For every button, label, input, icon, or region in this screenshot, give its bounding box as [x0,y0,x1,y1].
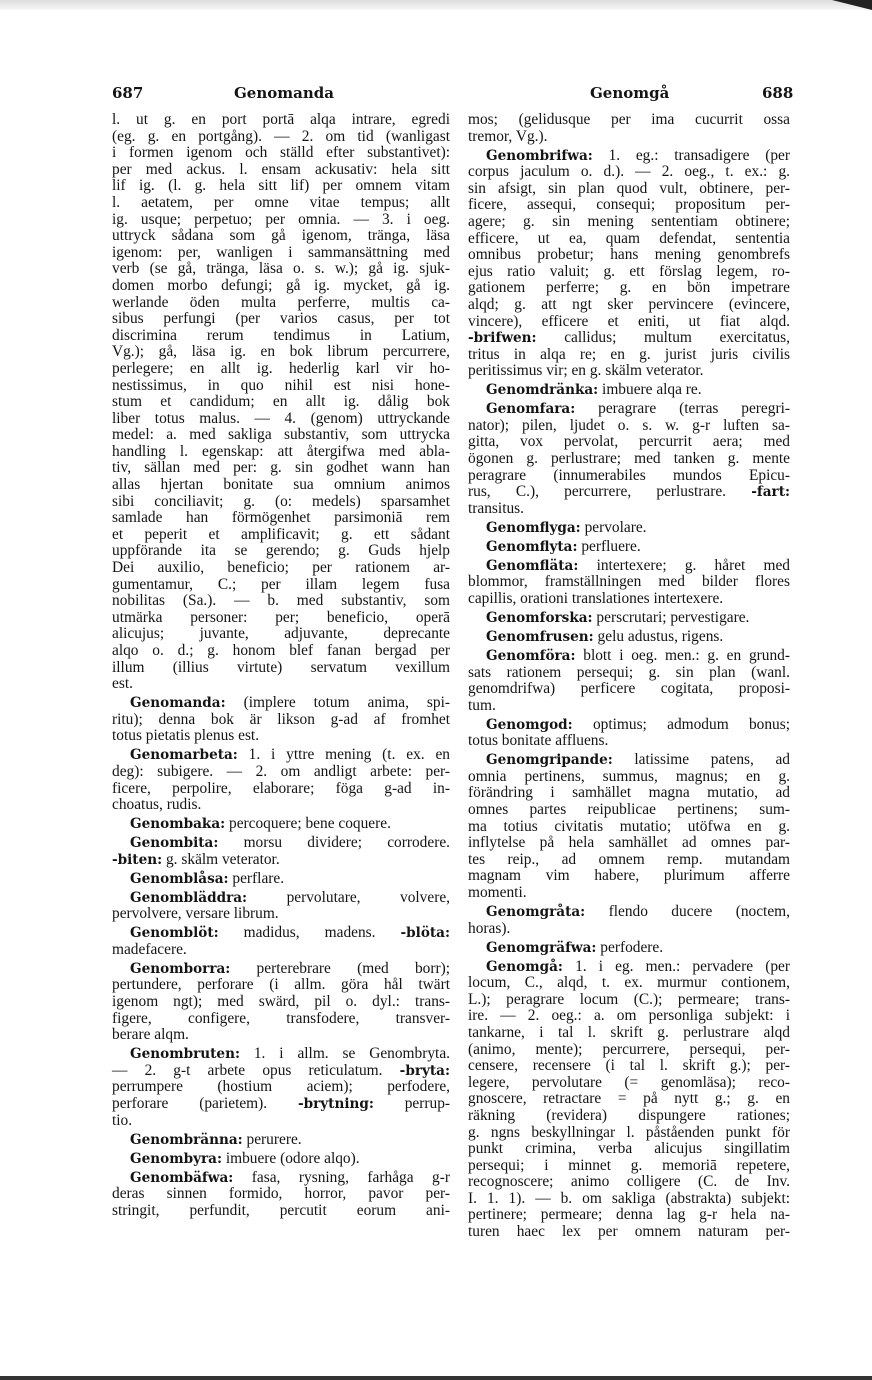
entry-headword-line: Genombläddra: pervolutare, volvere, [130,888,450,906]
text-line: nobilitas (Sa.). — b. med substantiv, som [112,592,450,610]
text-line: gitta, vox pervolat, percurrit aera; med [468,433,790,451]
entry-headword-line: Genomforska: perscrutari; pervestigare. [486,608,750,626]
text-line: gumentamur, C.; per illam legem fusa [112,575,450,593]
headword: Genombränna: [130,1131,243,1148]
entry-headword-line: Genomgripande: latissime patens, ad [486,751,790,769]
text-line: l. ut g. en port portā alqa intrare, egredi [112,111,450,128]
headword: Genomgripande: [486,752,613,769]
text-line: agere; g. sin mening sententiam obtinere; [468,212,790,230]
entry-headword-line: Genomarbeta: 1. i yttre mening (t. ex. en [130,746,450,764]
text-line: tiv, sällan med per: g. sin godhet wann han [112,459,450,477]
text-line: l. aetatem, per omne vitae tempus; allt [112,193,450,211]
headword: Genombäfwa: [130,1169,234,1186]
text-line: i formen igenom och ställd efter substantivet): [112,144,450,162]
entry-headword-line: Genomanda: (implere totum anima, spi- [130,694,450,712]
text-line: ficere, assequi, consequi; propositum per- [468,196,790,214]
text-line: pervolvere, versare librum. [112,905,279,923]
entry-headword-line: Genomgod: optimus; admodum bonus; [486,715,790,733]
text-line: genomdrifwa) perficere cogitata, proposi- [468,680,790,698]
text-line: medel: a. med sakliga substantiv, som uttrycka [112,426,450,444]
sub-headword: -brytning: [297,1095,374,1112]
text-line: ma totius civitatis mutatio; utöfwa en g. [468,817,790,835]
text-line: ögonen g. perlustrare; med tanken g. mente [468,450,790,468]
text-line: locum, C., alqd, t. ex. murmur contionem, [468,974,790,992]
sub-headword: -bryta: [399,1062,450,1079]
entry-headword-line: Genomföra: blott i oeg. men.: g. en grund- [486,646,790,664]
guide-word-right: Genomgå [590,84,670,102]
headword: Genombaka: [130,816,226,833]
text-line: gnoscere, retractare = på nytt g.; g. en [468,1090,790,1108]
headword: Genomflyta: [486,538,578,555]
text-line: sin afsigt, sin plan quod vult, obtinere, per- [468,179,790,197]
headword: Genomgräfwa: [486,939,597,956]
text-line: omnes partes reipublicae pertinens; sum- [468,801,790,819]
headword: Genomfara: [486,401,576,418]
text-line: pertinere; permeare; denna lag g-r hela na- [468,1206,790,1224]
sub-headword: -blöta: [400,925,450,942]
page-number-left: 687 [112,84,144,102]
text-line: madefacere. [112,940,187,958]
text-line: samlade han förmögenhet parsimoniā rem [112,509,450,527]
text-line: Vg.); gå, läsa ig. en bok librum percurrere, [112,343,450,361]
scan-top-edge [0,0,872,10]
text-line: perforare (parietem). -brytning: perrup- [112,1094,451,1112]
text-line: tremor, Vg.). [468,127,548,145]
text-line: corpus jaculum o. d.). — 2. oeg., t. ex.: g. [468,163,790,181]
text-line: -biten: g. skälm veterator. [112,850,280,868]
headword: Genomdränka: [486,382,599,399]
headword: Genombyra: [130,1150,222,1167]
text-line: horas). [468,919,511,937]
text-line: (eg. g. en portgång). — 2. om tid (wanligast [112,127,450,145]
text-line: lif ig. (l. g. hela sitt lif) per omnem vitam [112,177,450,195]
text-line: sibus perfungi (per varios casus, per tot [112,310,450,328]
text-line: legere, pervolutare (= genomläsa); reco- [468,1073,790,1091]
headword: Genomforska: [486,609,593,626]
text-line: rus, C.), percurrere, perlustrare. -fart: [468,483,790,501]
text-line: censere, recensere (i tal l. skrift g.); per- [468,1057,790,1075]
text-line: ire. — 2. oeg.: a. om personliga subjekt: i [468,1007,790,1025]
text-line: persequi; i minnet g. memoriā repetere, [468,1156,790,1174]
entry-headword-line: Genomblöt: madidus, madens. -blöta: [130,924,450,942]
text-line: peritissimus vir; en g. skälm veterator. [468,362,704,380]
text-line: momenti. [468,884,527,902]
text-line: punkt crimina, verba alicujus singillatim [468,1140,790,1158]
text-line: deras sinnen formido, horror, pavor per- [112,1185,450,1203]
column-left [112,112,450,1219]
headword: Genomblåsa: [130,870,229,887]
text-line: figere, configere, transfodere, transver- [112,1009,450,1027]
headword: Genomfrusen: [486,628,594,645]
text-line: domen morbo defungi; gå ig. mycket, gå ig. [112,276,450,294]
headword: Genombläddra: [130,889,248,906]
entry-headword-line: Genomfläta: intertexere; g. håret med [486,556,790,574]
text-line: ficere, perpolire, elaborare; föga g-ad in- [112,779,450,797]
text-line: magnam vim habere, plurimum afferre [468,867,790,885]
entry-headword-line: Genombränna: perurere. [130,1130,302,1148]
text-line: tum. [468,696,496,714]
text-line: totus bonitate affluens. [468,732,609,750]
text-line: turen haec lex per omnem naturam per- [468,1223,790,1241]
text-line: perlegere; en allt ig. hederlig karl vir ho- [112,359,450,377]
entry-headword-line: Genombaka: percoquere; bene coquere. [130,815,391,833]
entry-headword-line: Genomgräfwa: perfodere. [486,938,664,956]
text-line: choatus, rudis. [112,796,202,814]
text-line: sibi conciliavit; g. (o: medels) sparsamhet [112,492,450,510]
text-line: omnia pertinens, summus, magnus; en g. [468,767,790,785]
text-line: uppförande ita se gerendo; g. Guds hjelp [112,542,450,560]
text-line: inflytelse på hela samhället ad omnes par- [468,834,790,852]
headword: Genombruten: [130,1046,240,1063]
text-line: totus pietatis plenus est. [112,727,260,745]
text-line: est. [112,675,133,693]
entry-headword-line: Genomgråta: flendo ducere (noctem, [486,903,790,920]
text-line: sats rationem persequi; g. sin plan (wanl. [468,663,790,681]
text-line: tio. [112,1111,133,1129]
text-line: nator); pilen, ljudet o. s. w. g-r luften sa- [468,416,790,434]
headword: Genomarbeta: [130,747,238,764]
text-line: tritus in alqa re; en g. jurist juris civilis [468,345,790,363]
text-line: liber totus malus. — 4. (genom) uttryckande [112,409,450,427]
text-line: räkning (revidera) dispungere rationes; [468,1106,790,1124]
text-line: ig. usque; perpetuo; per omnia. — 3. i oeg. [112,210,450,228]
text-line: efficere, ut ea, quam defendat, sententia [468,229,790,247]
page-number-right: 688 [762,84,794,102]
text-line: stum et candidum; en allt ig. dålig bok [112,393,450,411]
entry-headword-line: Genombäfwa: fasa, rysning, farhåga g-r [130,1168,450,1186]
text-line: igenom: per, wanligen i sammansättning med [112,243,450,261]
text-line: per med ackus. l. ensam ackusativ: hela sitt [112,160,450,178]
headword: Genomgå: [486,958,563,975]
text-line: ritu); denna bok är likson g-ad af fromhet [112,710,450,728]
headword: Genomfläta: [486,557,579,574]
text-line: uttryck sådana som gå igenom, tränga, läsa [112,227,450,245]
text-line: transitus. [468,499,525,517]
text-line: berare alqm. [112,1026,189,1044]
text-line: förändring i samhället magna mutatio, ad [468,784,790,802]
text-line: werlande öden multa perferre, multis ca- [112,293,450,311]
entry-headword-line: Genombruten: 1. i allm. se Genombryta. [130,1045,450,1063]
entry-headword-line: Genomfara: peragrare (terras peregri- [486,400,790,418]
text-line: handling l. egenskap: att återgifwa med abla- [112,442,450,460]
entry-headword-line: Genomborra: perterebrare (med borr); [130,959,450,977]
headword: Genomborra: [130,960,231,977]
headword: Genomanda: [130,695,226,712]
entry-headword-line: Genomfrusen: gelu adustus, rigens. [486,627,724,645]
text-line: -brifwen: callidus; multum exercitatus, [468,329,790,347]
text-line: peragrare (innumerabiles mundos Epicu- [468,466,790,484]
sub-headword: -biten: [112,851,163,868]
text-line: capillis, orationi translationes intertexere. [468,589,724,607]
headword: Genomblöt: [130,925,219,942]
entry-headword-line: Genomflyta: perfluere. [486,537,641,555]
headword: Genomföra: [486,647,576,664]
text-line: omnibus probetur; hans mening genombrefs [468,246,790,264]
text-line: igenom ngt); med swärd, pil o. dyl.: trans- [112,993,450,1010]
text-line: I. 1. 1). — b. om sakliga (abstrakta) subjekt: [468,1189,790,1207]
text-line: g. ngns beskyllningar l. påståenden punkt för [468,1123,790,1141]
text-line: blommor, framställningen med bilder flores [468,573,790,591]
entry-headword-line: Genombita: morsu dividere; corrodere. [130,834,450,852]
text-line: utmärka personer: per; beneficio, operā [112,608,450,626]
text-line: L.); peragrare locum (C.); permeare; trans- [468,990,790,1008]
text-line: nestissimus, in quo nihil est nisi hone- [112,376,450,394]
column-right [468,112,790,1241]
text-line: et peperit et amplificavit; g. ett sådant [112,525,450,543]
text-line: (animo, mente); percurrere, persequi, per- [468,1040,790,1058]
text-line: Dei auxilio, beneficio; per rationem ar- [112,559,450,577]
text-line: alqd; g. att ngt sker pervincere (evincere, [468,295,790,313]
text-line: tankarne, i tal l. skrift g. perlustrare alqd [468,1023,790,1041]
text-line: recognoscere; animo colligere (C. de Inv. [468,1173,790,1191]
text-line: perrumpere (hostium aciem); perfodere, [112,1078,450,1096]
text-line: verb (se gå, tränga, läsa o. s. w.); gå ig. sjuk- [112,260,450,278]
sub-headword: -fart: [751,484,790,501]
text-line: tes reip., ad omnem remp. mutandam [468,850,790,868]
text-line: allas hjertan bonitate sua omnium animos [112,476,450,494]
headword: Genombrifwa: [486,147,593,164]
text-line: — 2. g-t arbete opus reticulatum. -bryta: [112,1061,450,1079]
headword: Genomflyga: [486,519,581,536]
guide-word-left: Genomanda [234,84,334,102]
text-line: gationem perferre; g. en bön impetrare [468,279,790,297]
entry-headword-line: Genomgå: 1. i eg. men.: pervadere (per [486,957,790,975]
headword: Genombita: [130,835,219,852]
text-line: alqo o. d.; g. honom blef fanan bergad per [112,642,450,659]
text-line: illum (illius virtute) servatum vexillum [112,658,450,676]
text-line: discrimina rerum tendimus in Latium, [112,326,450,344]
text-line: vincere), efficere et eniti, ut fiat alqd. [468,312,790,330]
text-line: mos; (gelidusque per ima cucurrit ossa [468,111,790,128]
headword: Genomgråta: [486,904,586,920]
sub-headword: -brifwen: [468,330,537,347]
text-line: alicujus; juvante, adjuvante, deprecante [112,625,450,643]
text-line: stringit, perfundit, percutit eorum ani- [112,1201,450,1219]
text-line: pertundere, perforare (i allm. göra hål twärt [112,976,450,994]
scan-bottom-edge [0,1376,872,1380]
entry-headword-line: Genombrifwa: 1. eg.: transadigere (per [486,146,790,164]
text-line: ejus ratio valuit; g. ett förslag legem, ro- [468,262,790,280]
entry-headword-line: Genomflyga: pervolare. [486,518,647,536]
entry-headword-line: Genomblåsa: perflare. [130,869,285,887]
entry-headword-line: Genomdränka: imbuere alqa re. [486,381,702,399]
entry-headword-line: Genombyra: imbuere (odore alqo). [130,1149,360,1167]
text-line: deg): subigere. — 2. om andligt arbete: per- [112,762,450,780]
headword: Genomgod: [486,716,573,733]
